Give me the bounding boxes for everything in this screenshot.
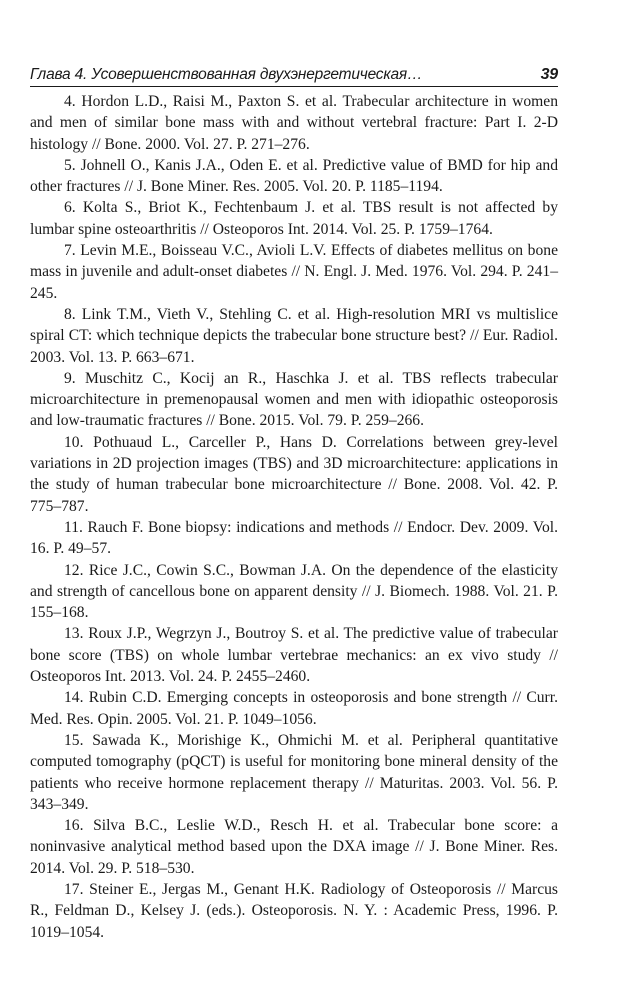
reference-item: 11. Rauch F. Bone biopsy: indications and methods // Endocr. Dev. 2009. Vol. 16. P. 49–57. [30,518,558,558]
reference-item: 7. Levin M.E., Boisseau V.C., Avioli L.V. Effects of diabetes mellitus on bone mass in juvenile and adult-onset diabetes // N. Engl. J. Med. 1976. Vol. 294. P. 241–245. [30,242,558,302]
running-header [30,58,558,84]
reference-item: 12. Rice J.C., Cowin S.C., Bowman J.A. On the dependence of the elasticity and strength of cancellous bone on apparent density // J. Biomech. 1988. Vol. 21. P. 155–168. [30,561,558,622]
reference-item: 16. Silva B.C., Leslie W.D., Resch H. et al. Trabecular bone score: a noninvasive analytical method based upon the DXA image // J. Bone Miner. Res. 2014. Vol. 29. P. 518–530. [30,817,558,877]
reference-item: 8. Link T.M., Vieth V., Stehling C. et al. High-resolution MRI vs multislice spiral CT: which technique depicts the trabecular bone structure best? // Eur. Radiol. 2003. Vol. 13. P. 663–671. [30,305,558,366]
reference-item: 14. Rubin C.D. Emerging concepts in osteoporosis and bone strength // Curr. Med. Res. Opin. 2005. Vol. 21. P. 1049–1056. [30,689,558,728]
reference-item: 13. Roux J.P., Wegrzyn J., Boutroy S. et al. The predictive value of trabecular bone score (TBS) on whole lumbar vertebrae mechanics: an ex vivo study // Osteoporos Int. 2013. Vol. 24. P. 2455–2460. [30,625,558,686]
page-number: 39 [540,66,558,83]
chapter-title: Глава 4. Усовершенствованная двухэнергетическая… [30,66,423,83]
reference-item: 5. Johnell O., Kanis J.A., Oden E. et al. Predictive value of BMD for hip and other fractures // J. Bone Miner. Res. 2005. Vol. 20. P. 1185–1194. [30,156,558,196]
reference-item: 9. Muschitz C., Kocij an R., Haschka J. et al. TBS reflects trabecular microarchitecture in premenopausal women and men with idiopathic osteoporosis and low-traumatic fractures // Bone. 2015. Vol. 79. P. 259–266. [30,369,558,430]
reference-item: 15. Sawada K., Morishige K., Ohmichi M. et al. Peripheral quantitative computed tomography (pQCT) is useful for monitoring bone mineral density of the patients who receive hormone replacement therapy // Maturitas. 2003. Vol. 56. P. 343–349. [30,731,558,813]
reference-item: 10. Pothuaud L., Carceller P., Hans D. Correlations between grey-level variations in 2D projection images (TBS) and 3D microarchitecture: applications in the study of human trabecular bone microarchitecture // Bone. 2008. Vol. 42. P. 775–787. [30,433,558,515]
reference-item: 17. Steiner E., Jergas M., Genant H.K. Radiology of Osteoporosis // Marcus R., Feldman D., Kelsey J. (eds.). Osteoporosis. N. Y. : Academic Press, 1996. P. 1019–1054. [30,880,558,941]
header-rule [30,86,558,87]
reference-item: 6. Kolta S., Briot K., Fechtenbaum J. et al. TBS result is not affected by lumbar spine osteoarthritis // Osteoporos Int. 2014. Vol. 25. P. 1759–1764. [30,199,558,238]
reference-item: 4. Hordon L.D., Raisi M., Paxton S. et al. Trabecular architecture in women and men of similar bone mass with and without vertebral fracture: Part I. 2-D histology // Bone. 2000. Vol. 27. P. 271–276. [30,93,558,153]
reference-list [30,91,558,943]
